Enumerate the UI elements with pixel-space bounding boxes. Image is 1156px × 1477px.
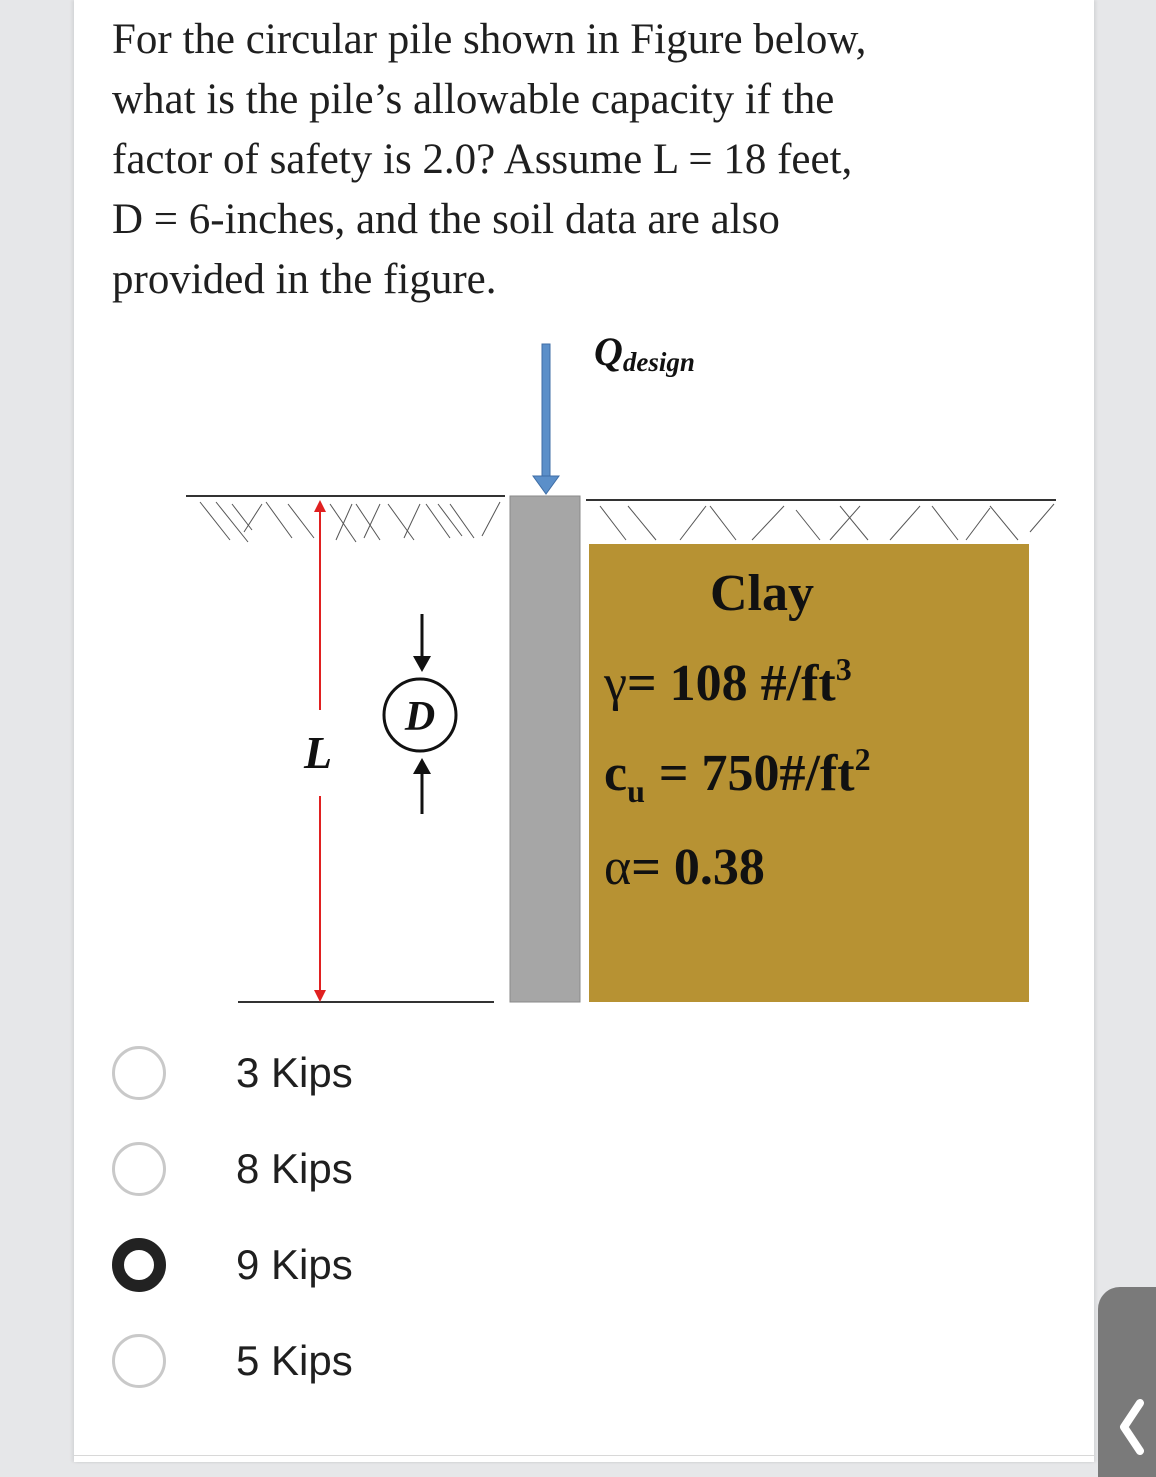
card-divider	[74, 1455, 1094, 1456]
option-label: 8 Kips	[236, 1145, 353, 1192]
question-line: D = 6-inches, and the soil data are also	[112, 196, 780, 243]
design-load-arrow	[533, 344, 559, 494]
radio-button[interactable]	[112, 1334, 166, 1388]
radio-button[interactable]	[112, 1046, 166, 1100]
ground-hatching	[200, 502, 1054, 542]
option-9-kips[interactable]	[112, 1232, 512, 1302]
question-line: For the circular pile shown in Figure below,	[112, 16, 867, 63]
undrained-cohesion-label: $c_u$ = $750\#/ft^2$	[604, 741, 871, 809]
unit-weight-label: γ= 108 $\#/ft^3$	[604, 651, 852, 712]
option-label: 5 Kips	[236, 1337, 353, 1384]
soil-name: Clay	[710, 565, 814, 622]
side-panel-tab[interactable]	[1098, 1287, 1156, 1477]
diameter-label: D	[404, 694, 436, 740]
option-8-kips[interactable]	[112, 1136, 512, 1206]
radio-button-selected[interactable]	[112, 1238, 166, 1292]
length-label: L	[303, 727, 333, 778]
diameter-indicator	[384, 614, 456, 814]
radio-button[interactable]	[112, 1142, 166, 1196]
load-label: Qdesign	[594, 329, 695, 377]
option-3-kips[interactable]	[112, 1040, 512, 1110]
adhesion-factor-label: α= 0.38	[604, 839, 765, 896]
length-dimension	[303, 500, 332, 1002]
option-label: 9 Kips	[236, 1241, 353, 1288]
question-line: factor of safety is 2.0? Assume L = 18 feet,	[112, 136, 853, 183]
option-label: 3 Kips	[236, 1049, 353, 1096]
chevron-left-icon	[1116, 1397, 1146, 1457]
question-line: provided in the figure.	[112, 256, 497, 303]
question-line: what is the pile’s allowable capacity if the	[112, 76, 835, 123]
pile	[510, 496, 580, 1002]
option-5-kips[interactable]	[112, 1328, 512, 1398]
